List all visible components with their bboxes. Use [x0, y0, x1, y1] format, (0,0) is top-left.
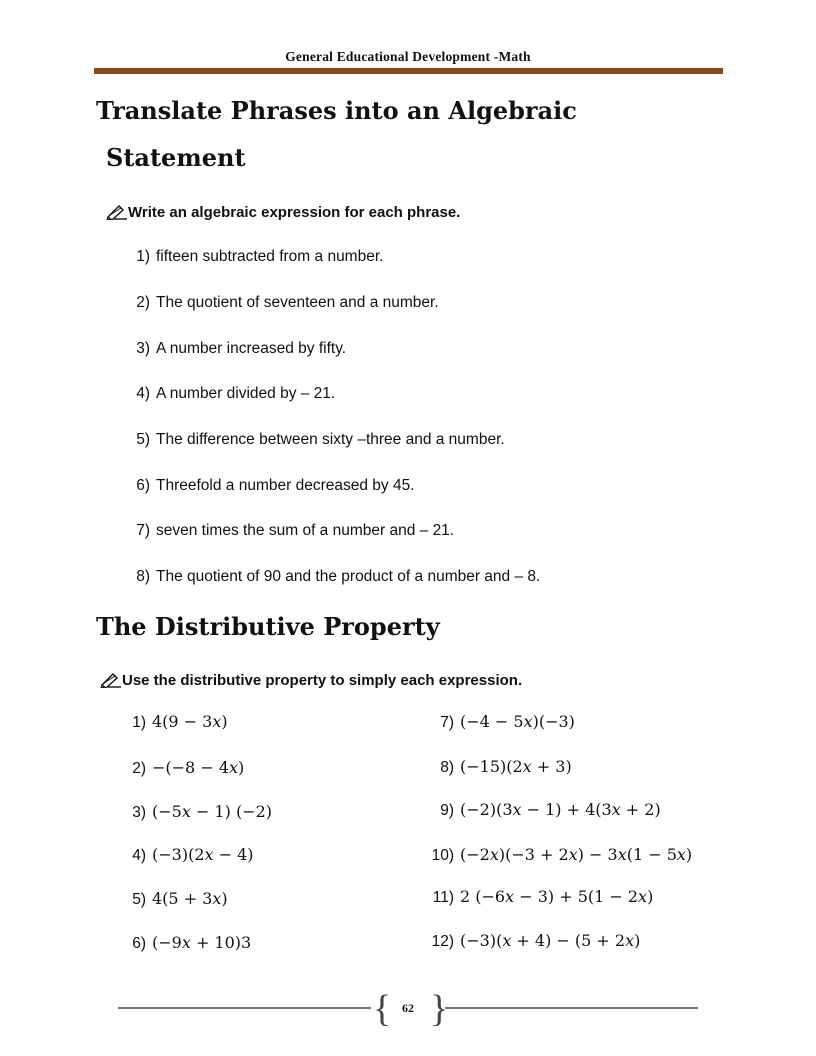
item-number: 12)	[431, 933, 454, 950]
math-expression: −(−8 − 4𝑥)	[152, 758, 245, 777]
phrase-item	[126, 522, 454, 540]
expression-item	[122, 889, 228, 909]
item-number: 9)	[440, 802, 454, 819]
section1-instruction	[106, 204, 460, 221]
phrase-item	[126, 385, 335, 403]
item-number: 8)	[136, 568, 150, 585]
phrase-item	[126, 431, 505, 449]
item-number: 1)	[132, 714, 146, 731]
phrase-text: The quotient of 90 and the product of a number and – 8.	[156, 568, 541, 585]
phrase-item	[126, 568, 540, 586]
expression-item	[430, 712, 575, 732]
expression-item	[430, 887, 653, 907]
section1-instruction-text: Write an algebraic expression for each phrase.	[128, 204, 461, 221]
header-rule	[94, 68, 723, 74]
math-expression: (−3)(𝑥 + 4) − (5 + 2𝑥)	[460, 931, 641, 950]
section1-title-line2: Statement	[106, 143, 246, 172]
math-expression: (−2𝑥)(−3 + 2𝑥) − 3𝑥(1 − 5𝑥)	[460, 845, 693, 864]
phrase-text: A number increased by fifty.	[156, 340, 347, 357]
math-expression: 4(9 − 3𝑥)	[152, 712, 228, 731]
item-number: 2)	[136, 294, 150, 311]
phrase-text: The difference between sixty –three and a number.	[156, 431, 505, 448]
math-expression: (−15)(2𝑥 + 3)	[460, 757, 572, 776]
expression-item	[122, 802, 272, 822]
section2-instruction-text: Use the distributive property to simply each expression.	[122, 672, 523, 689]
item-number: 6)	[136, 477, 150, 494]
section2-title: The Distributive Property	[96, 612, 440, 641]
expression-item	[430, 931, 640, 951]
math-expression: 4(5 + 3𝑥)	[152, 889, 228, 908]
item-number: 3)	[132, 804, 146, 821]
item-number: 8)	[440, 759, 454, 776]
section2-instruction	[100, 672, 522, 689]
expression-item	[122, 845, 254, 865]
expression-item	[122, 712, 228, 732]
item-number: 10)	[431, 847, 454, 864]
phrase-text: A number divided by – 21.	[156, 385, 336, 402]
item-number: 1)	[136, 248, 150, 265]
expression-item	[122, 758, 244, 778]
phrase-item	[126, 340, 346, 358]
expression-item	[430, 757, 572, 777]
item-number: 4)	[136, 385, 150, 402]
item-number: 4)	[132, 847, 146, 864]
phrase-item	[126, 248, 383, 266]
expression-item	[430, 845, 692, 865]
expression-item	[430, 800, 661, 820]
pencil-icon	[106, 204, 128, 220]
math-expression: (−2)(3𝑥 − 1) + 4(3𝑥 + 2)	[460, 800, 661, 819]
math-expression: (−5𝑥 − 1) (−2)	[152, 802, 273, 821]
footer-right-brace: }	[430, 988, 449, 1030]
phrase-text: Threefold a number decreased by 45.	[156, 477, 415, 494]
math-expression: (−3)(2𝑥 − 4)	[152, 845, 254, 864]
phrase-text: fifteen subtracted from a number.	[156, 248, 384, 265]
phrase-item	[126, 294, 439, 312]
footer-left-brace: {	[373, 988, 392, 1030]
item-number: 2)	[132, 760, 146, 777]
item-number: 3)	[136, 340, 150, 357]
page-number: 62	[402, 1001, 414, 1015]
phrase-text: The quotient of seventeen and a number.	[156, 294, 439, 311]
phrase-item	[126, 477, 415, 495]
math-expression: (−4 − 5𝑥)(−3)	[460, 712, 575, 731]
math-expression: 2 (−6𝑥 − 3) + 5(1 − 2𝑥)	[460, 887, 654, 906]
item-number: 7)	[440, 714, 454, 731]
item-number: 7)	[136, 522, 150, 539]
item-number: 11)	[432, 889, 454, 906]
math-expression: (−9𝑥 + 10)3	[152, 933, 252, 952]
page-header-title: General Educational Development -Math	[285, 49, 531, 64]
item-number: 5)	[132, 891, 146, 908]
item-number: 5)	[136, 431, 150, 448]
pencil-icon	[100, 672, 122, 688]
expression-item	[122, 933, 251, 953]
section1-title-line1: Translate Phrases into an Algebraic	[96, 96, 577, 125]
phrase-text: seven times the sum of a number and – 21.	[156, 522, 455, 539]
item-number: 6)	[132, 935, 146, 952]
